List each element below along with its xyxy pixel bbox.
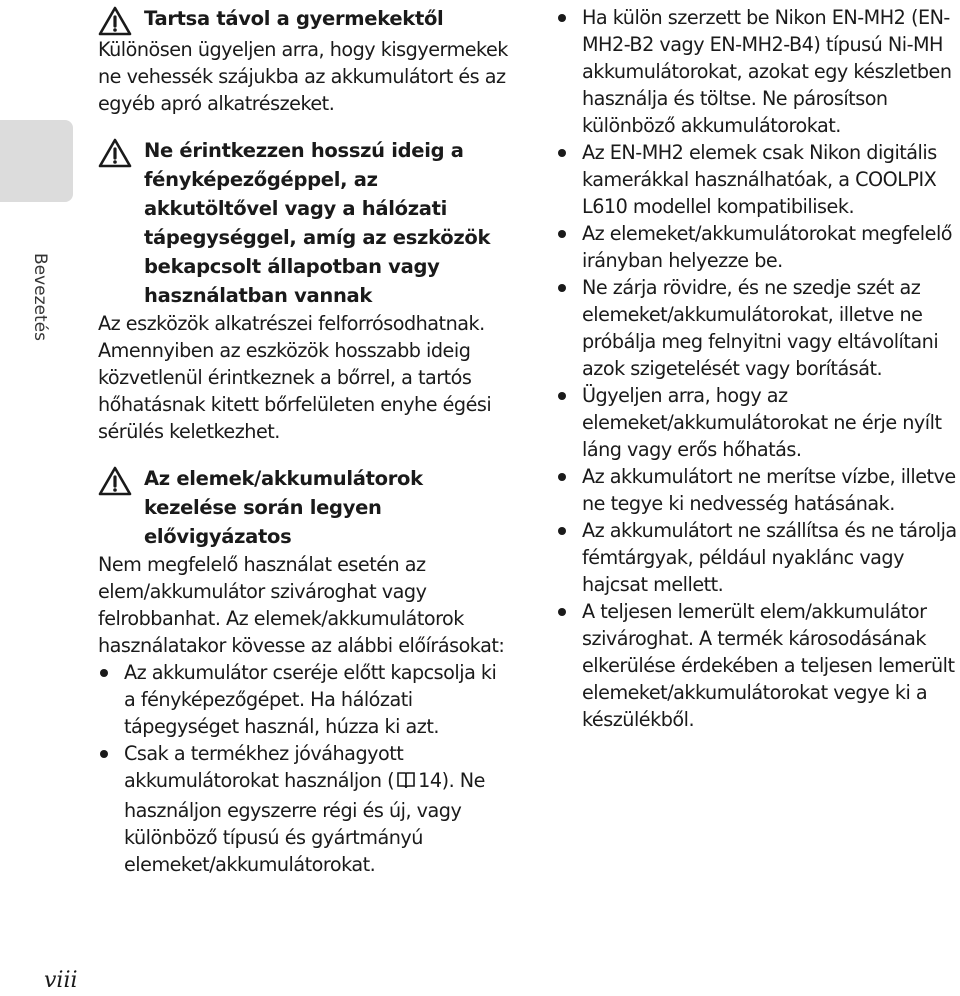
warning-title: Tartsa távol a gyermekektől	[144, 7, 444, 30]
warning-body: Az eszközök alkatrészei felforrósodhatnak. Amennyiben az eszközök hosszabb ideig közvetlenül érintkeznek a bőrrel, a tartós hőhatásnak kitett bőrfelületen enyhe égési sérülés keletkezhet.	[98, 312, 492, 443]
list-item-text: Az akkumulátort ne merítse vízbe, illetve ne tegye ki nedvesség hatásának.	[582, 465, 956, 515]
list-item-text: Ha külön szerzett be Nikon EN-MH2 (EN-MH2-B2 vagy EN-MH2-B4) típusú Ni-MH akkumulátorokat, azokat egy készletben használja és töltse. Ne párosítson különböző akkumulátorokat.	[582, 6, 952, 137]
warning-triangle-icon	[98, 464, 144, 496]
list-item-text: ). Ne használjon egyszerre régi és új, vagy különböző típusú és gyártmányú elemeket/akkumulátorokat.	[124, 769, 485, 876]
right-column	[556, 4, 960, 733]
list-item-text: Az akkumulátor cseréje előtt kapcsolja ki a fényképezőgépet. Ha hálózati tápegységet használ, húzza ki azt.	[124, 661, 497, 738]
warning-triangle-icon	[98, 4, 144, 36]
list-item	[556, 463, 960, 517]
warning-body: Nem megfelelő használat esetén az elem/akkumulátor szivároghat vagy felrobbanhat. Az elemek/akkumulátorok használatakor kövesse az alábbi előírásokat:	[98, 553, 505, 657]
warning-heading	[98, 4, 508, 36]
list-item	[556, 139, 960, 220]
side-chapter-tab	[0, 120, 73, 202]
warning-title: Ne érintkezzen hosszú ideig a fényképezőgéppel, az akkutöltővel vagy a hálózati tápegységgel, amíg az eszközök bekapcsolt állapotban vagy használatban vannak	[144, 139, 491, 307]
list-item	[556, 517, 960, 598]
list-item-text: Ügyeljen arra, hogy az elemeket/akkumulátorokat ne érje nyílt láng vagy erős hőhatás.	[582, 384, 942, 461]
bullet-icon	[558, 608, 566, 616]
list-item-text: Ne zárja rövidre, és ne szedje szét az elemeket/akkumulátorokat, illetve ne próbálja meg felnyitni vagy eltávolítani azok szigetelését vagy borítását.	[582, 276, 939, 380]
list-item	[98, 740, 508, 878]
list-item	[556, 274, 960, 382]
list-item	[556, 598, 960, 733]
list-item-text: A teljesen lemerült elem/akkumulátor szivároghat. A termék károsodásának elkerülése érdekében a teljesen lemerült elemeket/akkumulátorokat vegye ki a készülékből.	[582, 600, 955, 731]
list-item	[556, 4, 960, 139]
side-chapter-label: Bevezetés	[30, 252, 51, 342]
bullet-icon	[100, 669, 108, 677]
left-column	[98, 4, 508, 878]
list-item-text: Az EN-MH2 elemek csak Nikon digitális kamerákkal használhatóak, a COOLPIX L610 modellel kompatibilisek.	[582, 141, 937, 218]
list-item	[556, 220, 960, 274]
bullet-icon	[558, 230, 566, 238]
bullet-icon	[558, 392, 566, 400]
bullet-icon	[558, 14, 566, 22]
bullet-icon	[558, 473, 566, 481]
warning-heading	[98, 464, 508, 551]
page-number: viii	[44, 968, 78, 993]
warning-heading	[98, 136, 508, 310]
bullet-icon	[558, 527, 566, 535]
list-item-text: Az akkumulátort ne szállítsa és ne tárolja fémtárgyak, például nyaklánc vagy hajcsat mellett.	[582, 519, 957, 596]
bullet-icon	[100, 750, 108, 758]
list-item	[556, 382, 960, 463]
warning-title: Az elemek/akkumulátorok kezelése során legyen elővigyázatos	[144, 467, 423, 548]
list-item	[98, 659, 508, 740]
warning-triangle-icon	[98, 136, 144, 168]
precaution-list	[98, 659, 508, 878]
list-item-text: Csak a termékhez jóváhagyott akkumulátorokat használjon (	[124, 742, 404, 792]
list-item-text: Az elemeket/akkumulátorokat megfelelő irányban helyezze be.	[582, 222, 953, 272]
warning-body: Különösen ügyeljen arra, hogy kisgyermekek ne vehessék szájukba az akkumulátort és az egyéb apró alkatrészeket.	[98, 38, 508, 115]
side-chapter-label-box	[30, 252, 50, 342]
precaution-list	[556, 4, 960, 733]
bullet-icon	[558, 149, 566, 157]
bullet-icon	[558, 284, 566, 292]
reference-page-number[interactable]: 14	[418, 769, 442, 792]
book-reference-icon	[396, 770, 416, 797]
